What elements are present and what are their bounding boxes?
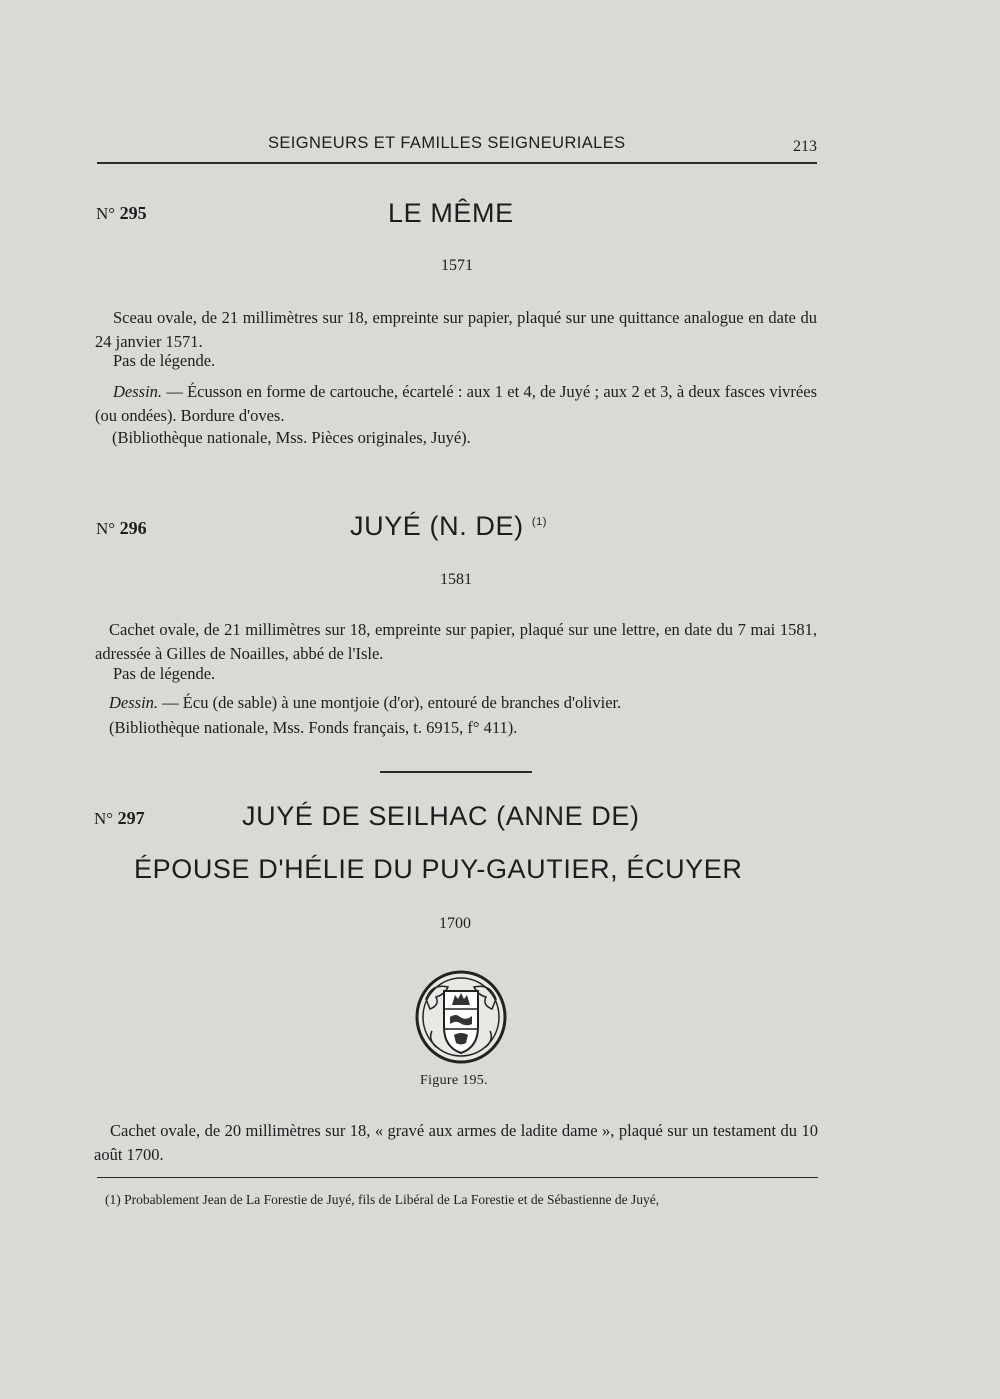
entry-title: JUYÉ DE SEILHAC (ANNE DE) [242, 801, 640, 831]
entry-number: N° 296 [96, 518, 147, 538]
entry-dessin: Dessin. — Écusson en forme de cartouche, écartelé : aux 1 et 4, de Juyé ; aux 2 et 3, à deux fasces vivrées (ou ondées). Bordure d'oves. [95, 382, 817, 425]
entry-source: (Bibliothèque nationale, Mss. Pièces originales, Juyé). [112, 428, 471, 447]
entry-subtitle: ÉPOUSE D'HÉLIE DU PUY-GAUTIER, ÉCUYER [134, 854, 743, 884]
section-rule [380, 771, 532, 773]
entry-title: JUYÉ (N. DE) $^{(1)}$ [350, 511, 548, 541]
entry-title: LE MÊME [388, 198, 514, 228]
entry-number: N° 295 [96, 203, 147, 223]
entry-year: 1571 [441, 257, 473, 274]
seal-image [414, 969, 508, 1065]
footnote-ref: (1) [531, 516, 548, 528]
figure-caption: Figure 195. [420, 1073, 488, 1088]
entry-number: N° 297 [94, 808, 145, 828]
footnote: (1) Probablement Jean de La Forestie de Juyé, fils de Libéral de La Forestie et de Sébastienne de Juyé, [105, 1192, 660, 1207]
page-number: 213 [793, 138, 817, 155]
footnote-rule [97, 1177, 818, 1178]
running-title: SEIGNEURS ET FAMILLES SEIGNEURIALES [268, 134, 626, 152]
entry-year: 1700 [439, 915, 471, 932]
entry-dessin: Dessin. — Écu (de sable) à une montjoie (d'or), entouré de branches d'olivier. [109, 693, 622, 712]
entry-year: 1581 [440, 571, 472, 588]
entry-legend: Pas de légende. [113, 351, 216, 370]
seal-figure [414, 969, 508, 1070]
entry-source: (Bibliothèque nationale, Mss. Fonds français, t. 6915, f° 411). [109, 718, 518, 737]
entry-description: Cachet ovale, de 20 millimètres sur 18, « gravé aux armes de ladite dame », plaqué sur un testament du 10 août 1700. [94, 1121, 818, 1164]
header-rule [97, 162, 817, 164]
entry-legend: Pas de légende. [113, 664, 216, 683]
entry-description: Cachet ovale, de 21 millimètres sur 18, empreinte sur papier, plaqué sur une lettre, en date du 7 mai 1581, adressée à Gilles de Noailles, abbé de l'Isle. [95, 620, 817, 663]
dessin-label: Dessin. [113, 382, 163, 401]
entry-description: Sceau ovale, de 21 millimètres sur 18, empreinte sur papier, plaqué sur une quittance analogue en date du 24 janvier 1571. [95, 308, 817, 351]
dessin-label: Dessin. [109, 693, 159, 712]
